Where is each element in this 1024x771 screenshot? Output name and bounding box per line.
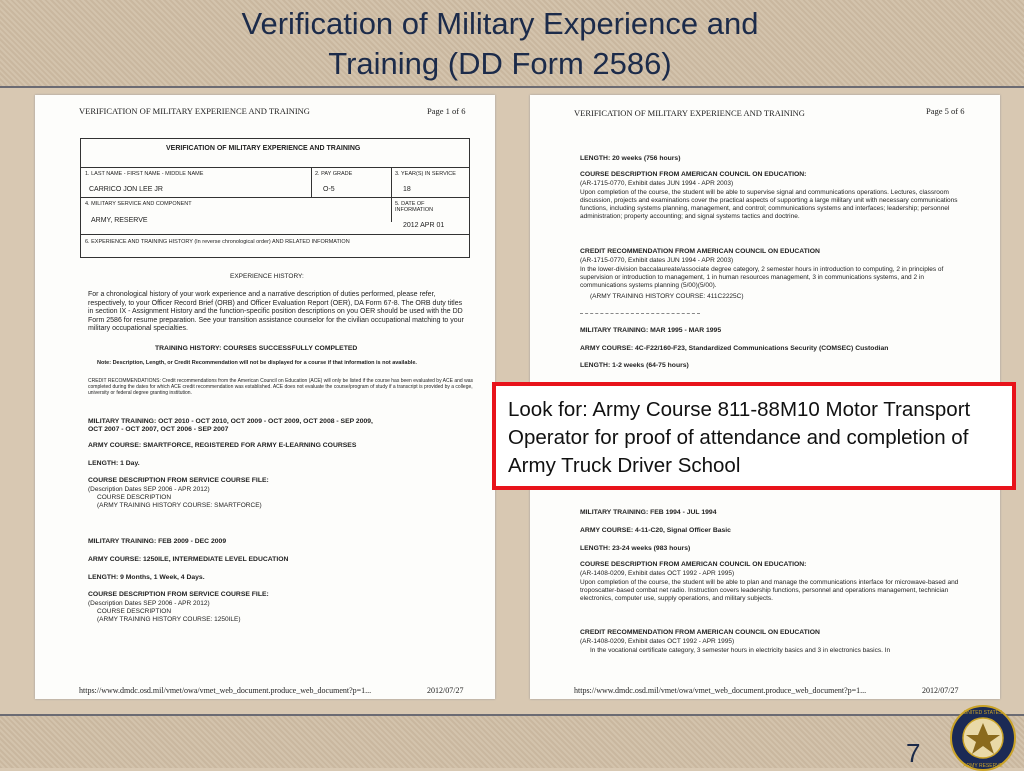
army-course-2: ARMY COURSE: 1250ILE, INTERMEDIATE LEVEL EDUCATION [88,556,289,563]
length-20-weeks: LENGTH: 20 weeks (756 hours) [580,155,681,162]
length-1: LENGTH: 1 Day. [88,460,140,467]
pay-grade-value: O-5 [323,186,335,193]
slide-title-line2: Training (DD Form 2586) [328,46,672,81]
course-desc-1b: COURSE DESCRIPTION [97,494,172,501]
credit-paragraph: CREDIT RECOMMENDATIONS: Credit recommendations from the American Council on Education (ACE) will only be listed if the course has been evaluated by ACE and was completed during the dates for which ACE credit recommendation was established. ACE does not evaluate the course/program of study if a transcript is provided by a college, university or federal degree granting institution. [88,378,473,396]
years-label: 3. YEAR(S) IN SERVICE [395,171,456,177]
date-label: 5. DATE OF INFORMATION [395,201,434,213]
credit-rec-1-paragraph: In the lower-division baccalaureate/associate degree category, 2 semester hours in introduction to computing, 2 in principles of supervision or introduction to management, 1 in human resources management, 3 in communications systems, and 2 in communications systems planning (5/00)(5/00). [580,266,944,289]
years-value: 18 [403,186,411,193]
form-row-line [81,167,469,168]
date-value: 2012 APR 01 [403,222,445,229]
credit-rec-1: CREDIT RECOMMENDATION FROM AMERICAN COUNCIL ON EDUCATION [580,248,820,255]
army-course-comsec: ARMY COURSE: 4C-F22/160-F23, Standardized Communications Security (COMSEC) Custodian [580,345,889,352]
pay-grade-label: 2. PAY GRADE [315,171,353,177]
credit-rec-1a: (AR-1715-0770, Exhibit dates JUN 1994 - APR 2003) [580,257,734,264]
slide-title [0,4,1000,84]
doc1-header-right: Page 1 of 6 [427,106,466,116]
military-training-1b: OCT 2007 - OCT 2007, OCT 2006 - SEP 2007 [88,426,229,433]
history-label: 6. EXPERIENCE AND TRAINING HISTORY (In reverse chronological order) AND RELATED INFORMATION [85,239,350,245]
course-desc-2c: (ARMY TRAINING HISTORY COURSE: 1250ILE) [97,616,241,623]
military-training-feb-1994: MILITARY TRAINING: FEB 1994 - JUL 1994 [580,509,717,516]
service-label: 4. MILITARY SERVICE AND COMPONENT [85,201,192,207]
form-row-line [81,197,469,198]
course-desc-1c: (ARMY TRAINING HISTORY COURSE: SMARTFORCE) [97,502,262,509]
course-desc-1: COURSE DESCRIPTION FROM SERVICE COURSE FILE: [88,477,269,484]
length-1-2-weeks: LENGTH: 1-2 weeks (64-75 hours) [580,362,689,369]
form-row-line [81,234,469,235]
course-desc-ace-2: COURSE DESCRIPTION FROM AMERICAN COUNCIL ON EDUCATION: [580,561,807,568]
military-training-1: MILITARY TRAINING: OCT 2010 - OCT 2010, OCT 2009 - OCT 2009, OCT 2008 - SEP 2009, [88,418,373,425]
course-desc-ace-2a: (AR-1408-0209, Exhibit dates OCT 1992 - APR 1995) [580,570,735,577]
slide-title-line1: Verification of Military Experience and [241,6,759,41]
name-value: CARRICO JON LEE JR [89,186,163,193]
length-23-24-weeks: LENGTH: 23-24 weeks (983 hours) [580,545,691,552]
form-box [80,138,470,258]
doc1-date: 2012/07/27 [427,686,464,695]
svg-text:ARMY RESERVE: ARMY RESERVE [963,763,1003,769]
course-desc-ace-1a: (AR-1715-0770, Exhibit dates JUN 1994 - APR 2003) [580,180,734,187]
military-training-2: MILITARY TRAINING: FEB 2009 - DEC 2009 [88,538,227,545]
service-value: ARMY, RESERVE [91,217,148,224]
credit-rec-2a: (AR-1408-0209, Exhibit dates OCT 1992 - APR 1995) [580,638,735,645]
footer-bar [0,714,1024,768]
doc2-url: https://www.dmdc.osd.mil/vmet/owa/vmet_web_document.produce_web_document?p=1... [574,686,867,695]
form-divider [311,167,312,197]
form-divider [391,167,392,222]
doc1-url: https://www.dmdc.osd.mil/vmet/owa/vmet_web_document.produce_web_document?p=1... [79,686,372,695]
experience-heading: EXPERIENCE HISTORY: [230,273,304,280]
army-course-1: ARMY COURSE: SMARTFORCE, REGISTERED FOR ARMY E-LEARNING COURSES [88,442,357,449]
credit-rec-2-paragraph: In the vocational certificate category, 3 semester hours in electricity basics and 3 in electronics basics. In [590,647,891,654]
credit-rec-2: CREDIT RECOMMENDATION FROM AMERICAN COUNCIL ON EDUCATION [580,629,820,636]
document-page-1 [35,95,495,699]
experience-paragraph: For a chronological history of your work experience and a narrative description of duties performed, please refer, respectively, to your Officer Record Brief (ORB) and Officer Evaluation Report (OER), DA Form 67-8. The ORB duty titles in section IX - Assignment History and the function-specific position descriptions on you OER should be used with the DD Form 2586 for resume preparation. See your transition assistance counselor for the civilian occupational matching to your military occupational specialties. [88,291,464,332]
divider [580,313,700,314]
course-desc-2b: COURSE DESCRIPTION [97,608,172,615]
form-title: VERIFICATION OF MILITARY EXPERIENCE AND TRAINING [166,145,361,152]
length-2: LENGTH: 9 Months, 1 Week, 4 Days. [88,574,205,581]
training-heading: TRAINING HISTORY: COURSES SUCCESSFULLY COMPLETED [155,345,358,352]
military-training-mar-1995: MILITARY TRAINING: MAR 1995 - MAR 1995 [580,327,722,334]
note-text: Note: Description, Length, or Credit Recommendation will not be displayed for a course if that information is not available. [97,360,417,366]
doc1-header-left: VERIFICATION OF MILITARY EXPERIENCE AND TRAINING [79,106,310,116]
course-desc-2a: (Description Dates SEP 2006 - APR 2012) [88,600,210,607]
callout-box [492,382,1016,490]
course-desc-ace-2-paragraph: Upon completion of the course, the student will be able to plan and manage the communications interface for microwave-based and troposcatter-based combat net radio. Instruction covers leadership functions, personnel and operations management, technician electronics, computer use, supply operations, and military subjects. [580,579,959,602]
doc2-date: 2012/07/27 [922,686,959,695]
army-reserve-emblem-icon [950,705,1016,771]
doc2-header-left: VERIFICATION OF MILITARY EXPERIENCE AND TRAINING [574,108,805,118]
credit-rec-1b: (ARMY TRAINING HISTORY COURSE: 411C2225C) [590,293,744,300]
course-desc-ace-1: COURSE DESCRIPTION FROM AMERICAN COUNCIL ON EDUCATION: [580,171,807,178]
doc2-header-right: Page 5 of 6 [926,106,965,116]
svg-text:UNITED STATES: UNITED STATES [963,710,1003,716]
callout-text: Look for: Army Course 811-88M10 Motor Transport Operator for proof of attendance and completion of Army Truck Driver School [508,398,971,477]
course-desc-1a: (Description Dates SEP 2006 - APR 2012) [88,486,210,493]
course-desc-ace-1-paragraph: Upon completion of the course, the student will be able to supervise signal and communications operations. Lectures, classroom discussion, projects and examinations cover the practical aspects of supporting a large military unit with necessary communications functions, including systems planning, management, and control; communications systems and interfaces; leadership; personnel administration; property accounting; and signal systems tactics and doctrine. [580,189,958,220]
army-course-signal-officer: ARMY COURSE: 4-11-C20, Signal Officer Basic [580,527,731,534]
name-label: 1. LAST NAME - FIRST NAME - MIDDLE NAME [85,171,204,177]
course-desc-2: COURSE DESCRIPTION FROM SERVICE COURSE FILE: [88,591,269,598]
slide-number: 7 [906,738,921,768]
